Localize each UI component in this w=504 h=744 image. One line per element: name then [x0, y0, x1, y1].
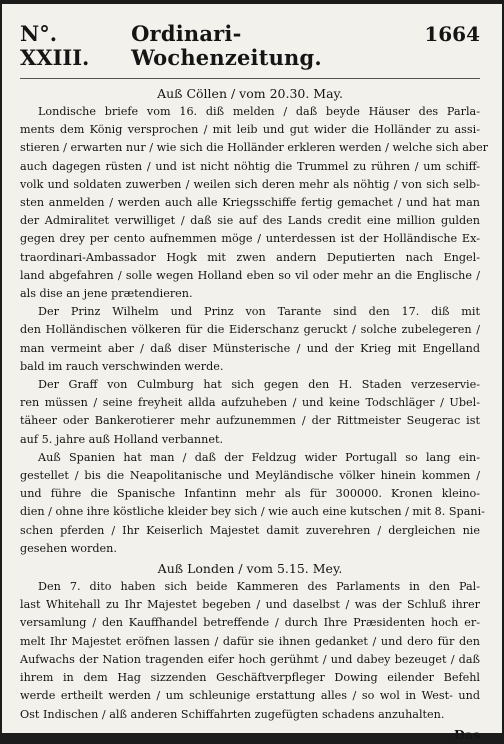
text-line: gegen drey per cento aufnemmen möge / unterdessen ist der Holländische Ex-: [20, 232, 480, 246]
text-line: ihrem in dem Hag sizzenden Geschäftverpfleger Dowing eilender Befehl: [20, 671, 480, 685]
text-line: den Holländischen völkeren für die Eiderschanz geruckt / solche zubelegeren /: [20, 323, 480, 337]
article-body: [20, 85, 489, 724]
text-line: dien / ohne ihre köstliche kleider bey sich / wie auch eine kutschen / mit 8. Spani-: [20, 505, 485, 519]
text-line: last Whitehall zu Ihr Majestet begeben / und daselbst / was der Schluß ihrer: [20, 598, 480, 612]
text-line: schen pferden / Ihr Keiserlich Majestet damit zuverehren / dergleichen nie: [20, 523, 480, 537]
dateline: Auß Cöllen / vom 20.30. May.: [157, 86, 343, 101]
text-line: traordinari-Ambassador Hogk mit zwen andern Deputierten nach Engel-: [20, 250, 480, 264]
text-line: Aufwachs der Nation tragenden eifer hoch gerühmt / und dabey bezeuget / daß: [20, 652, 480, 666]
text-line: man vermeint aber / daß diser Münsterische / und der Krieg mit Engelland: [20, 341, 480, 355]
text-line: Der Graff von Culmburg hat sich gegen den H. Staden verzeservie-: [38, 378, 480, 392]
issue-year: 1664: [424, 22, 480, 46]
text-line: land abgefahren / solle wegen Holland eben so vil oder mehr an die Englische /: [20, 268, 480, 282]
paragraph: [20, 376, 480, 449]
text-line: melt Ihr Majestet eröfnen lassen / dafür sie ihnen gedanket / und dero für den: [20, 634, 480, 648]
masthead: [20, 22, 480, 70]
text-line: versamlung / den Kauffhandel betreffende / durch Ihre Præsidenten hoch er-: [20, 616, 480, 630]
text-line: sten anmelden / werden auch alle Kriegsschiffe fertig gemachet / und hat man: [20, 196, 480, 210]
paragraph: [20, 303, 480, 376]
text-line: als dise an jene prætendieren.: [20, 287, 193, 301]
text-line: auch dagegen rüsten / und ist nicht nöhtig die Trummel zu rühren / um schiff-: [20, 159, 480, 173]
text-line: Den 7. dito haben sich beide Kammeren des Parlaments in den Pal-: [38, 580, 480, 594]
text-line: ren müssen / seine freyheit allda aufzuheben / und keine Todschläger / Ubel-: [20, 396, 480, 410]
catchword: Das: [454, 726, 480, 742]
text-line: auf 5. jahre auß Holland verbannet.: [20, 432, 224, 446]
text-line: Londische briefe vom 16. diß melden / daß beyde Häuser des Parla-: [38, 105, 480, 118]
paragraph: [20, 578, 480, 724]
text-line: gesehen worden.: [20, 541, 117, 555]
text-line: ments dem König versprochen / mit leib und gut wider die Holländer zu assi-: [20, 123, 480, 137]
text-line: Auß Spanien hat man / daß der Feldzug wider Portugall so lang ein-: [38, 450, 480, 464]
newspaper-title: Ordinari-Wochenzeitung.: [131, 21, 322, 70]
text-line: und führe die Spanische Infantinn mehr als für 300000. Kronen kleino-: [20, 487, 480, 501]
newspaper-page: [2, 4, 502, 742]
text-line: Ost Indischen / alß anderen Schiffahrten zugefügten schadens anzuhalten.: [20, 707, 445, 721]
text-line: der Admiralitet verwilliget / daß sie auf des Lands credit eine million gulden: [20, 214, 480, 228]
text-line: gestellet / bis die Neapolitanische und Meyländische völker hinein kommen /: [20, 469, 480, 483]
text-line: werde ertheilt werden / um schleunige erstattung alles / so wol in West- und: [20, 689, 480, 703]
text-line: täheer oder Bankerotierer mehr aufzunemmen / der Rittmeister Seugerac ist: [20, 414, 480, 428]
header-rule: [20, 78, 480, 79]
dateline: Auß Londen / vom 5.15. Mey.: [157, 561, 343, 577]
text-line: stieren / erwarten nur / wie sich die Holländer erkleren werden / welche sich aber: [20, 141, 489, 155]
paragraph: [20, 449, 485, 558]
text-line: volk und soldaten zuwerben / weilen sich deren mehr als nöhtig / von sich selb-: [20, 177, 480, 191]
paragraph: [20, 103, 489, 303]
text-line: bald im rauch verschwinden werde.: [20, 359, 224, 373]
text-line: Der Prinz Wilhelm und Prinz von Tarante sind den 17. diß mit: [38, 305, 480, 319]
issue-number: N°. XXIII.: [20, 21, 90, 70]
